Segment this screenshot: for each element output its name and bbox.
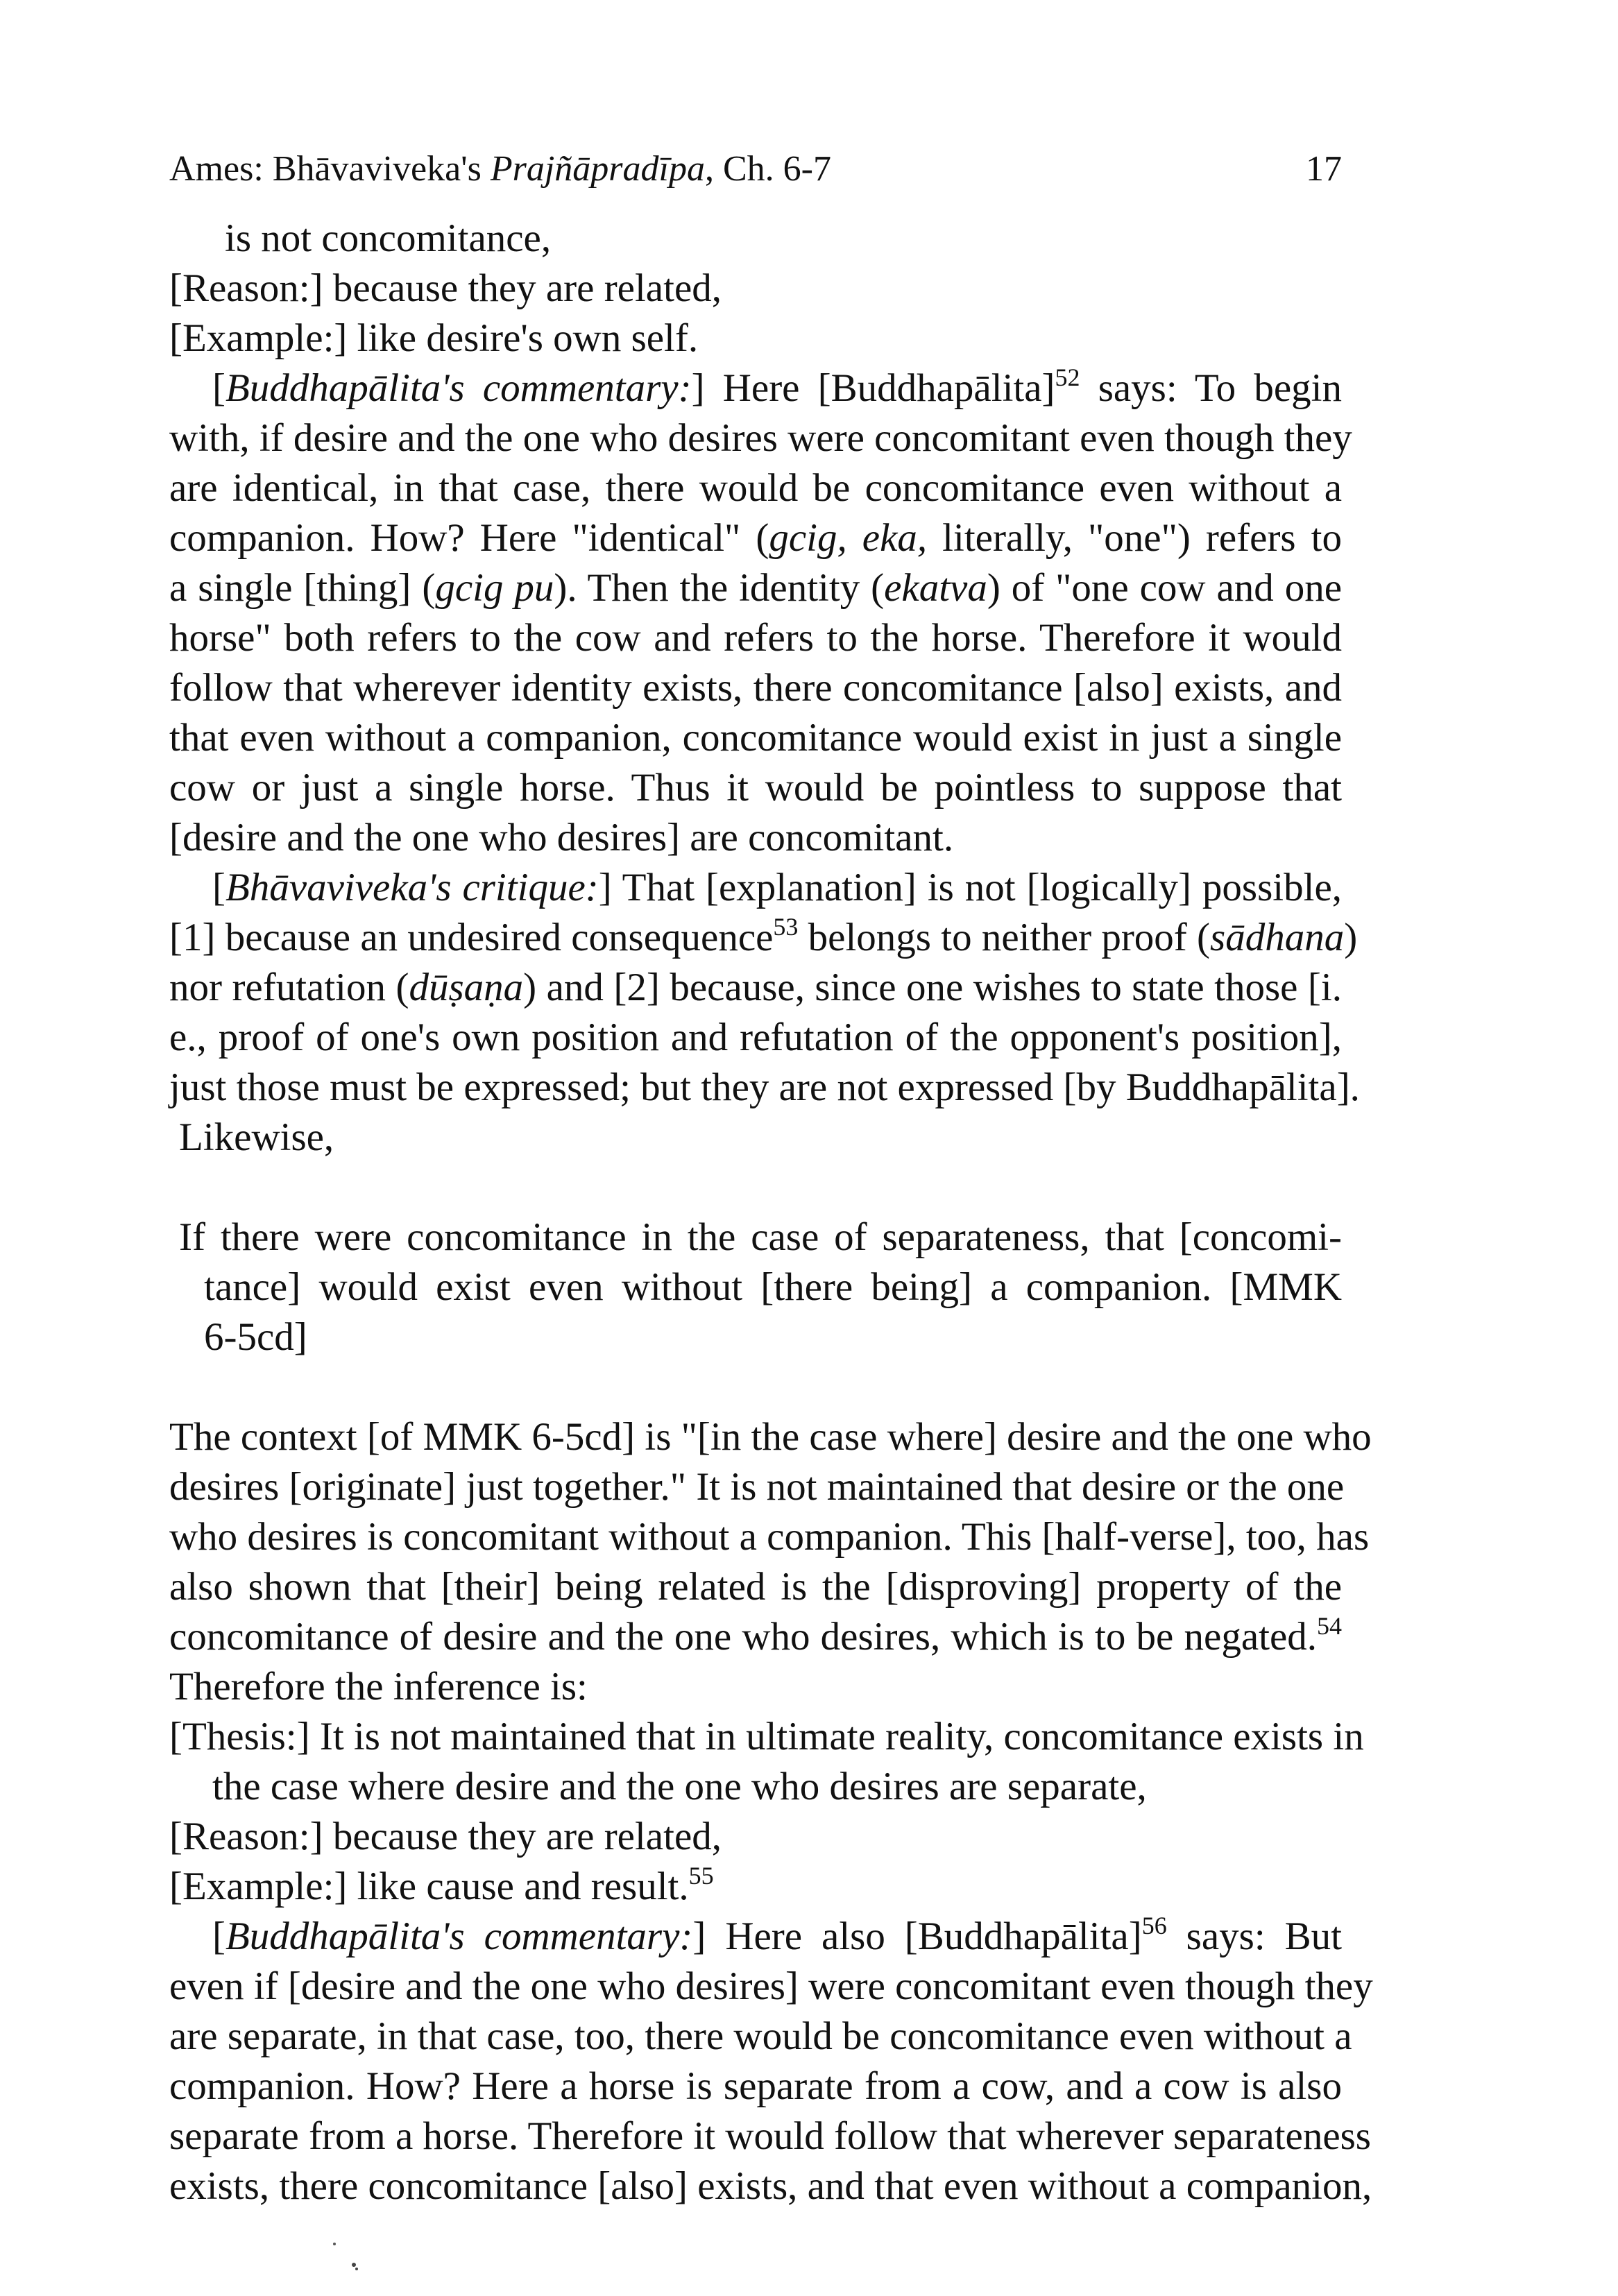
text-run: who desires is concomitant without a companion. This [half-verse], too, has: [169, 1515, 1370, 1559]
text-line: [169, 1862, 1342, 1912]
text-run: [: [212, 366, 225, 410]
text-run: nor refutation (: [169, 966, 409, 1009]
footnote-ref: 53: [773, 913, 799, 941]
header-chapter: , Ch. 6-7: [704, 149, 831, 189]
text-line: [169, 613, 1342, 663]
text-run: ): [1344, 916, 1358, 959]
text-line: [169, 2012, 1352, 2062]
text-line: [169, 1063, 1360, 1113]
italic-term: sādhana: [1210, 916, 1345, 959]
text-run: [Reason:] because they are related,: [169, 266, 722, 310]
text-line: [169, 913, 1358, 963]
text-run: desires [originate] just together." It is not maintained that desire or the one: [169, 1465, 1345, 1509]
text-line: [169, 1412, 1372, 1462]
text-run: ] Here also [Buddhapālita]: [692, 1914, 1142, 1958]
text-run: exists, there concomitance [also] exists, and that even without a companion,: [169, 2164, 1372, 2208]
text-line: [169, 563, 1342, 613]
text-line: [169, 713, 1342, 763]
italic-term: Buddhapālita's commentary:: [225, 366, 692, 410]
footnote-ref: 56: [1141, 1912, 1167, 1939]
text-run: [Thesis:] It is not maintained that in ultimate reality, concomitance exists in: [169, 1715, 1364, 1758]
text-run: the case where desire and the one who desires are separate,: [212, 1765, 1147, 1808]
text-run: ) and [2] because, since one wishes to state those [i.: [523, 966, 1342, 1009]
text-run: belongs to neither proof (: [798, 916, 1211, 959]
header-author: Ames: Bhāvaviveka's: [169, 149, 491, 189]
running-header: [169, 142, 1342, 197]
text-run: [Example:] like cause and result.: [169, 1865, 689, 1908]
text-line: [169, 1712, 1364, 1762]
text-line: [169, 1812, 1342, 1862]
italic-term: ekatva: [884, 566, 987, 610]
text-run: If there were concomitance in the case of separateness, that [concomi-: [179, 1215, 1342, 1259]
italic-term: Buddhapālita's commentary:: [225, 1914, 693, 1958]
text-line: [169, 1262, 1342, 1312]
text-line: [169, 413, 1352, 463]
text-line: [169, 214, 1342, 264]
text-run: ] Here [Buddhapālita]: [691, 366, 1055, 410]
text-run: says: But: [1166, 1914, 1342, 1958]
text-run: Therefore the inference is:: [169, 1665, 588, 1708]
text-line: [169, 1512, 1370, 1562]
text-run: Likewise,: [179, 1115, 334, 1159]
text-run: companion. How? Here a horse is separate from a cow, and a cow is also: [169, 2064, 1342, 2108]
text-line: [169, 1762, 1342, 1812]
text-run: are identical, in that case, there would be concomitance even without a: [169, 466, 1342, 510]
text-line: [169, 1612, 1342, 1662]
text-run: 6-5cd]: [204, 1315, 307, 1359]
text-line: [169, 1662, 1342, 1712]
text-line: [169, 763, 1342, 813]
text-run: ] That [explanation] is not [logically] possible,: [598, 866, 1343, 909]
text-run: [desire and the one who desires] are concomitant.: [169, 816, 954, 859]
text-run: cow or just a single horse. Thus it would be pointless to suppose that: [169, 766, 1342, 809]
text-run: are separate, in that case, too, there would be concomitance even without a: [169, 2014, 1352, 2058]
text-line: [169, 2111, 1371, 2161]
footnote-ref: 55: [688, 1862, 714, 1890]
text-line: [169, 1013, 1342, 1063]
italic-term: gcig, eka,: [769, 516, 928, 560]
text-line: [169, 314, 1342, 363]
text-line: [169, 663, 1342, 713]
text-line: [169, 1213, 1342, 1262]
running-title: [169, 142, 831, 197]
text-run: [: [212, 1914, 225, 1958]
text-run: separate from a horse. Therefore it would follow that wherever separateness: [169, 2114, 1371, 2158]
footnote-ref: 52: [1055, 363, 1080, 391]
text-run: horse" both refers to the cow and refers to the horse. Therefore it would: [169, 616, 1342, 660]
page-number: 17: [1306, 149, 1342, 189]
text-run: even if [desire and the one who desires] were concomitant even though they: [169, 1964, 1373, 2008]
text-run: with, if desire and the one who desires were concomitant even though they: [169, 416, 1352, 460]
text-run: tance] would exist even without [there being] a companion. [MMK: [204, 1265, 1342, 1309]
text-run: [Reason:] because they are related,: [169, 1815, 722, 1858]
text-line: [169, 1962, 1373, 2012]
text-line: [169, 963, 1342, 1013]
text-run: [: [212, 866, 225, 909]
text-line: [169, 463, 1342, 513]
italic-term: Bhāvaviveka's critique:: [225, 866, 599, 909]
text-run: ). Then the identity (: [554, 566, 885, 610]
text-run: that even without a companion, concomitance would exist in just a single: [169, 716, 1342, 760]
text-line: [169, 2161, 1372, 2211]
text-line: [169, 863, 1342, 913]
text-line: [169, 1562, 1342, 1612]
text-run: is not concomitance,: [225, 216, 552, 260]
text-line: [169, 1312, 1342, 1362]
text-run: [1] because an undesired consequence: [169, 916, 774, 959]
header-work-title: Prajñāpradīpa: [490, 149, 705, 189]
text-run: companion. How? Here "identical" (: [169, 516, 769, 560]
text-run: a single [thing] (: [169, 566, 436, 610]
text-run: The context [of MMK 6-5cd] is "[in the case where] desire and the one who: [169, 1415, 1372, 1459]
text-line: [169, 513, 1342, 563]
text-line: [169, 264, 1342, 314]
text-line: [169, 1113, 1342, 1163]
text-line: [169, 813, 1342, 863]
text-line: [169, 1912, 1342, 1962]
text-run: e., proof of one's own position and refutation of the opponent's position],: [169, 1016, 1342, 1059]
text-run: follow that wherever identity exists, there concomitance [also] exists, and: [169, 666, 1342, 710]
text-run: literally, "one") refers to: [927, 516, 1342, 560]
scan-specks: [326, 2237, 375, 2279]
text-run: also shown that [their] being related is the [disproving] property of the: [169, 1565, 1342, 1609]
italic-term: dūṣaṇa: [409, 966, 524, 1009]
text-run: just those must be expressed; but they are not expressed [by Buddhapālita].: [169, 1065, 1360, 1109]
text-line: [169, 363, 1342, 413]
text-run: [Example:] like desire's own self.: [169, 316, 699, 360]
text-line: [169, 2062, 1342, 2111]
text-line: [169, 1462, 1345, 1512]
text-run: concomitance of desire and the one who desires, which is to be negated.: [169, 1615, 1317, 1659]
text-run: says: To begin: [1080, 366, 1342, 410]
italic-term: gcig pu: [435, 566, 554, 610]
footnote-ref: 54: [1317, 1612, 1342, 1640]
text-run: ) of "one cow and one: [987, 566, 1342, 610]
